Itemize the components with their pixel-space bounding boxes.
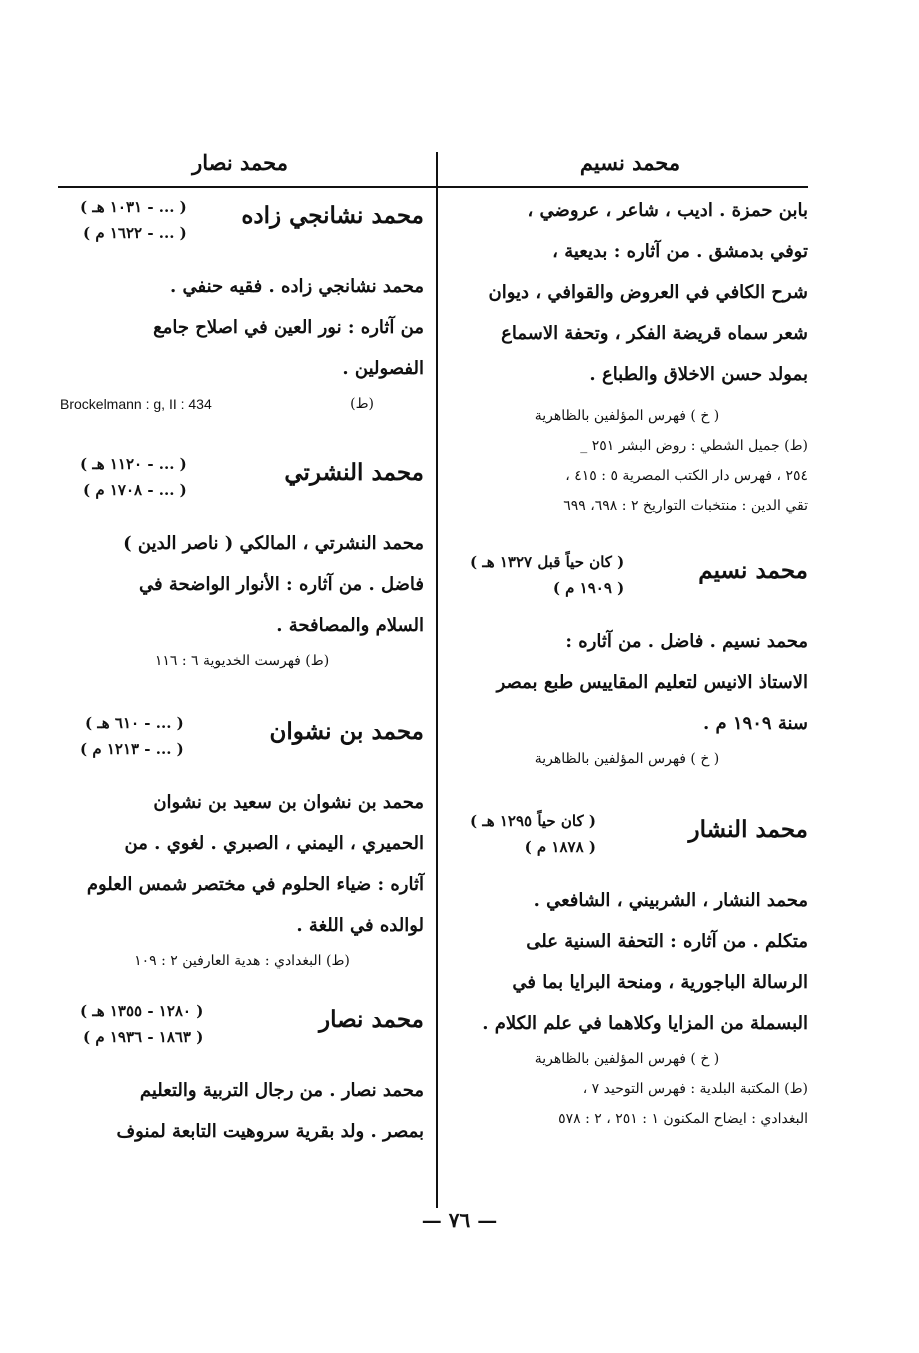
reference-line: ٢٥٤ ، فهرس دار الكتب المصرية ٥ : ٤١٥ ، (565, 468, 808, 484)
text-line: شعر سماه قريضة الفكر ، وتحفة الاسماع (501, 323, 808, 344)
entry-title: محمد النشار (688, 816, 808, 843)
entry-mohammed-nasim (446, 545, 808, 774)
source-line: (ط) فهرست الخديوية ٦ : ١١٦ (154, 653, 330, 669)
date-gregorian: ( ١٩٠٩ م ) (552, 579, 625, 597)
text-line: محمد النشار ، الشربيني ، الشافعي . (533, 890, 808, 911)
header-rule (58, 186, 808, 188)
text-line: توفي بدمشق . من آثاره : بديعية ، (552, 241, 808, 262)
date-hijri: ( كان حياً قبل ١٣٢٧ هـ ) (470, 553, 625, 571)
source-line: ( خ ) فهرس المؤلفين بالظاهرية (534, 1051, 720, 1067)
page-number: — ٧٦ — (421, 1208, 498, 1232)
entry-dates (470, 808, 596, 860)
text-line: محمد نشانجي زاده . فقيه حنفي . (169, 276, 424, 297)
text-line: بمولد حسن الاخلاق والطباع . (589, 364, 808, 385)
latin-reference (60, 389, 424, 419)
entry-title: محمد نصار (318, 1006, 424, 1033)
text-line: آثاره : ضياء الحلوم في مختصر شمس العلوم (86, 874, 424, 895)
entry-dates (80, 451, 187, 503)
reference-line: تقي الدين : منتخبات التواريخ ٢ : ٦٩٨، ٦٩٩ (563, 498, 808, 514)
left-running-header: محمد نصار (192, 150, 288, 175)
entry-dates (80, 194, 187, 246)
text-line: بابن حمزة . اديب ، شاعر ، عروضي ، (527, 200, 808, 221)
right-running-header: محمد نسيم (579, 150, 681, 175)
entry-mohammed-al-nashar (446, 804, 808, 1134)
text-line: محمد نصار . من رجال التربية والتعليم (139, 1080, 424, 1101)
date-hijri: ( ... - ١١٢٠ هـ ) (80, 455, 187, 473)
date-gregorian: ( ... - ١٢١٣ م ) (80, 740, 184, 758)
date-hijri: ( كان حياً ١٢٩٥ هـ ) (470, 812, 596, 830)
text-line: السلام والمصافحة . (276, 615, 424, 636)
date-hijri: ( ١٢٨٠ - ١٣٥٥ هـ ) (80, 1002, 204, 1020)
column-divider (436, 152, 438, 1208)
entry-dates (80, 710, 184, 762)
date-gregorian: ( ١٨٧٨ م ) (524, 838, 596, 856)
entry-title: محمد بن نشوان (269, 718, 424, 745)
reference-line: (ط) المكتبة البلدية : فهرس التوحيد ٧ ، (582, 1081, 808, 1097)
text-line: من آثاره : نور العين في اصلاح جامع (153, 317, 424, 338)
intro-paragraph (446, 190, 808, 395)
latin-reference-tag: (ط) (350, 396, 374, 412)
entry-dates (80, 998, 203, 1050)
source-line: ( خ ) فهرس المؤلفين بالظاهرية (534, 751, 720, 767)
entry-mohammed-nassar (60, 994, 424, 1152)
text-line: فاضل . من آثاره : الأنوار الواضحة في (139, 574, 424, 595)
source-line: (ط) البغدادي : هدية العارفين ٢ : ١٠٩ (134, 953, 350, 969)
latin-reference-text: Brockelmann : g, II : 434 (60, 396, 212, 412)
text-line: الرسالة الباجورية ، ومنحة البرايا بما في (512, 972, 808, 993)
text-line: سنة ١٩٠٩ م . (702, 713, 808, 734)
entry-mohammed-al-nashrati (60, 447, 424, 676)
date-gregorian: ( ... - ١٦٢٢ م ) (83, 224, 187, 242)
date-hijri: ( ... - ٦١٠ هـ ) (85, 714, 184, 732)
text-line: شرح الكافي في العروض والقوافي ، ديوان (488, 282, 808, 303)
entry-mohammed-bin-nashwan (60, 706, 424, 976)
text-line: الحميري ، اليمني ، الصبري . لغوي . من (124, 833, 424, 854)
text-line: الاستاذ الانيس لتعليم المقاييس طبع بمصر (496, 672, 808, 693)
right-column (446, 190, 808, 1134)
text-line: محمد بن نشوان بن سعيد بن نشوان (153, 792, 424, 813)
entry-mohammed-nishanji-zadeh (60, 190, 424, 419)
left-column (60, 190, 424, 1152)
text-line: الفصولين . (342, 358, 424, 379)
entry-dates (470, 549, 624, 601)
text-line: البسملة من المزايا وكلاهما في علم الكلام . (482, 1013, 808, 1034)
date-hijri: ( ... - ١٠٣١ هـ ) (80, 198, 187, 216)
text-line: محمد نسيم . فاضل . من آثاره : (565, 631, 808, 652)
text-line: محمد النشرتي ، المالكي ( ناصر الدين ) (123, 533, 424, 554)
text-line: بمصر . ولد بقرية سروهيت التابعة لمنوف (116, 1121, 424, 1142)
entry-title: محمد نسيم (698, 557, 808, 584)
reference-line: البغدادي : ايضاح المكنون ١ : ٢٥١ ، ٢ : ٥٧٨ (558, 1111, 808, 1127)
entry-title: محمد النشرتي (284, 459, 424, 486)
text-line: متكلم . من آثاره : التحفة السنية على (526, 931, 808, 952)
date-gregorian: ( ... - ١٧٠٨ م ) (83, 481, 187, 499)
reference-line: (ط) جميل الشطي : روض البشر ٢٥١ _ (580, 438, 808, 454)
text-line: لوالده في اللغة . (296, 915, 424, 936)
entry-title: محمد نشانجي زاده (241, 202, 424, 229)
source-line: ( خ ) فهرس المؤلفين بالظاهرية (534, 408, 720, 424)
date-gregorian: ( ١٨٦٣ - ١٩٣٦ م ) (83, 1028, 204, 1046)
